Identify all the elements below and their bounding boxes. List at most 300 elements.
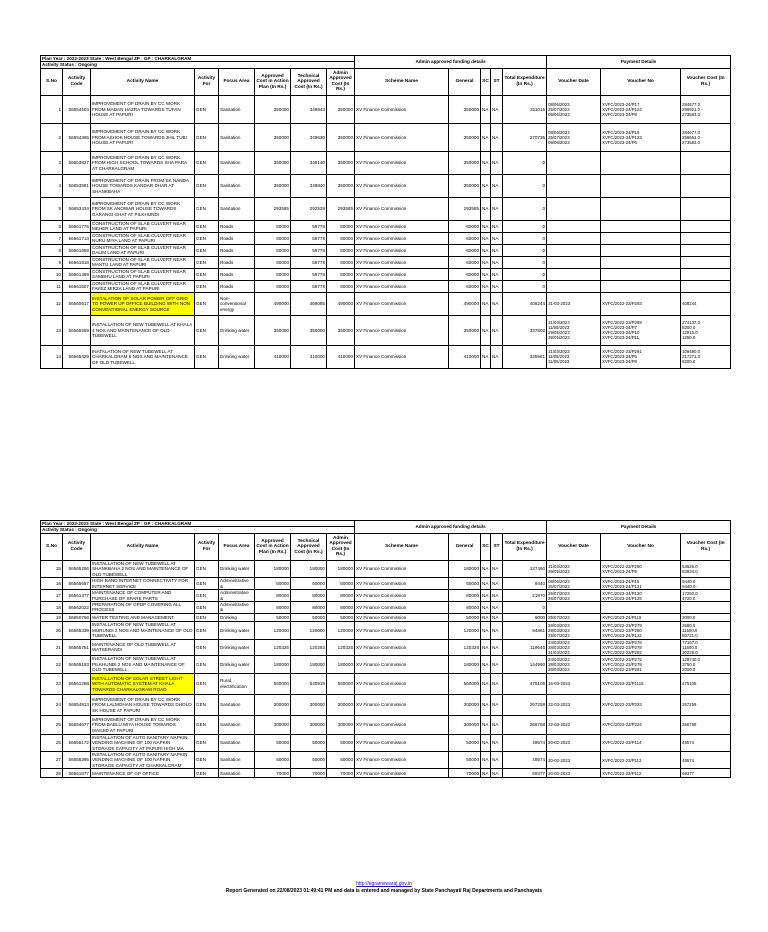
cell-focus: Drinking water [219,315,255,345]
cell-st: NA [491,174,503,197]
cell-total: 266758 [503,715,547,734]
table-row [41,151,731,174]
cell-sno: 11 [41,280,63,292]
cell-vno [601,151,681,174]
cell-admin: 293585 [327,197,355,220]
cell-vcost: 408244 [681,292,731,315]
cell-approved: 180000 [255,655,291,673]
cell-focus: Sanitation [219,95,255,123]
cell-scheme: XV Finance Commission [355,655,449,673]
cell-sno: 12 [41,292,63,315]
cell-general: 180000 [449,560,481,577]
cell-for: GEN [195,602,219,614]
admin-funding-group: Admin approved funding details [355,521,547,534]
cell-approved: 50000 [255,734,291,751]
cell-name: MAINTENANCE OF COMPUTER AND PURCHASE OF SPARE PARTS [91,590,195,602]
cell-total: 311015 [503,95,547,123]
cell-focus: Drinking [219,613,255,621]
cell-scheme: XV Finance Commission [355,280,449,292]
cell-approved: 490000 [255,292,291,315]
cell-sno: 17 [41,590,63,602]
cell-approved: 60000 [255,268,291,280]
cell-focus: Roads [219,244,255,256]
cell-sc: NA [481,315,491,345]
cell-technical: 70000 [291,769,327,778]
cell-name: PREPARATION OF GPDP COVERING ALL PROCESS [91,602,195,614]
cell-vcost: 53526.0 83934.0 [681,560,731,577]
cell-approved: 300000 [255,694,291,715]
cell-total: 408244 [503,292,547,315]
cell-approved: 560000 [255,673,291,694]
table-row [41,734,731,751]
cell-approved: 350000 [255,315,291,345]
cell-sno: 5 [41,197,63,220]
col-total: Total Expenditure (In Rs.) [503,533,547,560]
cell-technical: 80000 [291,590,327,602]
cell-sc: NA [481,752,491,769]
cell-technical: 59778 [291,220,327,232]
col-vcost: Voucher Cost (In Rs.) [681,533,731,560]
cell-approved: 80000 [255,590,291,602]
cell-for: GEN [195,220,219,232]
table-row [41,268,731,280]
table-row [41,694,731,715]
table-row [41,256,731,268]
cell-for: GEN [195,151,219,174]
cell-technical: 350000 [291,315,327,345]
cell-for: GEN [195,95,219,123]
cell-vno [601,232,681,244]
report-page-1 [40,55,730,369]
cell-total: 69377 [503,769,547,778]
cell-vcost: 3000.0 [681,613,731,621]
cell-general: 70000 [449,769,481,778]
cell-general: 120326 [449,639,481,655]
cell-total: 49574 [503,752,547,769]
cell-vno: XVFC/2022-23/P291 XVFC/2023-24/P6 XVFC/2023-24/P8 [601,345,681,368]
cell-name: IMPROVEMENT OF DRAIN BY CC WORK FROM HIGH SCHOOL TOWARDS SHA PARA AT CHARKALGRAM [91,151,195,174]
cell-vno: XVFC/2022-23/P113 [601,752,681,769]
cell-st: NA [491,590,503,602]
cell-scheme: XV Finance Commission [355,151,449,174]
col-approved: Approved Cost in Action Plan (In Rs.) [255,533,291,560]
cell-sno: 3 [41,151,63,174]
cell-total: 0 [503,232,547,244]
footer-note: Report Generated on 22/08/2023 01:49:41 PM and data is entered and managed by State Panchayati Raj Departments and Panchayats [225,888,543,894]
cell-sno: 16 [41,578,63,590]
cell-code: 56561775 [63,220,91,232]
cell-admin: 560000 [327,673,355,694]
cell-general: 350000 [449,123,481,151]
cell-name: INSTALLATION OF AUTO SANITARY NAPKIN VENDING MACHINE OF 100 NAPKIN STORAGE CAPACITY AT CHARKALGRAM [91,752,195,769]
col-code: Activity Code [63,533,91,560]
cell-scheme: XV Finance Commission [355,578,449,590]
cell-for: GEN [195,244,219,256]
cell-code: 56653434 [63,197,91,220]
cell-approved: 120000 [255,621,291,639]
cell-admin: 50000 [327,734,355,751]
cell-name: INSTALLATION OF NEW TUBEWELL AT MURUNDI 2 NOS AND MAINTENANCE OF OLD TUBEWELL [92,622,193,639]
cell-vno: XVFC/2023-24/P119 [601,613,681,621]
cell-name: INSTALLATION OF SOLAR STREET LIGHT WITH AUTOMATIC SYSTEM AT KHALA TOWARDS CHARKALGRAM ROAD [91,673,195,694]
cell-code: 56565559 [63,315,91,345]
table-row [41,280,731,292]
cell-vno: XVFC/2022-23/P223 [601,694,681,715]
cell-technical: 50000 [291,752,327,769]
cell-vdate: 22-03-2023 [547,694,601,715]
cell-total: 0 [503,197,547,220]
cell-technical: 410000 [291,345,327,368]
table-row [41,655,731,673]
cell-total: 137460 [503,560,547,577]
cell-vcost [681,602,731,614]
cell-admin: 350000 [327,123,355,151]
table-row [41,613,731,621]
cell-for: GEN [195,123,219,151]
cell-vno: XVFC/2023-24/P15 XVFC/2023-24/P121 [601,578,681,590]
cell-vdate [547,232,601,244]
cell-focus: Drinking water [219,560,255,577]
col-technical: Technical Approved Cost (In Rs.) [291,68,327,95]
cell-vcost: 274137.0 8200.0 12915.0 1250.0 [681,315,731,345]
cell-sno: 21 [41,639,63,655]
cell-technical: 180000 [291,655,327,673]
cell-vdate: 16-03-2023 [547,673,601,694]
cell-code: 56654365 [63,123,91,151]
cell-vcost [681,268,731,280]
cell-sc: NA [481,256,491,268]
cell-admin: 350000 [327,95,355,123]
plan-line: Plan Year : 2022-2023 State : West Bengal ZP : GP : CHARKALGRAM [41,56,355,62]
cell-for: GEN [195,715,219,734]
cell-scheme: XV Finance Commission [355,734,449,751]
report-page-2 [40,520,730,778]
cell-vno [601,197,681,220]
cell-technical: 300000 [291,694,327,715]
cell-vcost: 475105 [681,673,731,694]
cell-for: GEN [195,655,219,673]
cell-code: 56654813 [63,694,91,715]
cell-technical: 540919 [291,673,327,694]
cell-sno: 22 [41,655,63,673]
cell-sc: NA [481,621,491,639]
cell-vdate [547,174,601,197]
cell-sc: NA [481,578,491,590]
cell-vdate [547,151,601,174]
table-row [41,232,731,244]
cell-general: 60000 [449,280,481,292]
cell-focus: Sanitation [219,734,255,751]
cell-technical: 59778 [291,232,327,244]
cell-sc: NA [481,280,491,292]
cell-sc: NA [481,197,491,220]
cell-focus: Administrative & [219,602,255,614]
cell-approved: 50000 [255,752,291,769]
cell-focus: Roads [219,232,255,244]
cell-scheme: XV Finance Commission [355,174,449,197]
cell-vno [601,602,681,614]
col-sno: S.No [41,533,63,560]
table-row [41,197,731,220]
cell-scheme: XV Finance Commission [355,220,449,232]
cell-code: 56653827 [63,151,91,174]
cell-vcost: 128740.0 3750.0 2000.0 [681,655,731,673]
cell-technical: 292528 [291,197,327,220]
cell-vdate: 20-02-2023 [547,734,601,751]
cell-st: NA [491,560,503,577]
cell-total: 0 [503,280,547,292]
cell-vdate: 24/03/2023 28/03/2023 28/03/2023 [547,655,601,673]
cell-technical: 59778 [291,280,327,292]
col-vno: Voucher No [601,533,681,560]
cell-admin: 60000 [327,578,355,590]
cell-code: 56565183 [63,655,91,673]
cell-code: 56655395 [63,752,91,769]
cell-general: 80000 [449,590,481,602]
cell-admin: 350000 [327,315,355,345]
cell-vcost: 267259 [681,694,731,715]
cell-code: 56654503 [63,95,91,123]
cell-code: 56565339 [63,621,91,639]
col-sc: SC [481,533,491,560]
cell-scheme: XV Finance Commission [355,232,449,244]
cell-name: CONSTRUCTION OF SLAB CULVERT NEAR DALIM LAND AT PAPURI [91,244,195,256]
cell-focus: Roads [219,256,255,268]
cell-focus: Drinking water [219,621,255,639]
cell-st: NA [491,673,503,694]
cell-approved: 350000 [255,95,291,123]
cell-vcost: 69377 [681,769,731,778]
cell-admin: 80000 [327,590,355,602]
cell-vno: XVFC/2022-23/P224 [601,715,681,734]
cell-sno: 6 [41,220,63,232]
cell-general: 300000 [449,694,481,715]
cell-general: 410000 [449,345,481,368]
cell-code: 56561469 [63,268,91,280]
cell-st: NA [491,123,503,151]
cell-st: NA [491,621,503,639]
cell-sno: 2 [41,123,63,151]
cell-vcost [681,220,731,232]
cell-for: GEN [195,578,219,590]
col-approved: Approved Cost in Action Plan (In Rs.) [255,68,291,95]
cell-approved: 80000 [255,602,291,614]
cell-focus: Sanitation [219,715,255,734]
cell-vno [601,280,681,292]
table-row [41,590,731,602]
cell-technical: 80000 [291,602,327,614]
cell-admin: 60000 [327,256,355,268]
cell-sc: NA [481,613,491,621]
cell-approved: 60000 [255,220,291,232]
cell-sno: 14 [41,345,63,368]
col-total: Total Expenditure (In Rs.) [503,68,547,95]
cell-focus: Roads [219,268,255,280]
cell-focus: Rural electrification [219,673,255,694]
cell-approved: 350000 [255,151,291,174]
cell-vcost: 49574 [681,734,731,751]
cell-approved: 50000 [255,613,291,621]
cell-scheme: XV Finance Commission [355,197,449,220]
cell-total: 0 [503,151,547,174]
col-focus: Focus Area [219,533,255,560]
cell-technical: 59778 [291,268,327,280]
col-code: Activity Code [63,68,91,95]
table-row [41,769,731,778]
cell-vdate: 20-02-2023 [547,769,601,778]
cell-name: CONSTRUCTION OF SLAB CULVERT NEAR NURU MIYA LAND AT PAPURI [91,232,195,244]
cell-approved: 60000 [255,244,291,256]
cell-focus: Administrative & [219,578,255,590]
cell-code: 56565657 [63,578,91,590]
cell-sno: 26 [41,734,63,751]
table-row [41,602,731,614]
cell-sc: NA [481,655,491,673]
cell-sno: 28 [41,769,63,778]
cell-code: 56561618 [63,256,91,268]
cell-scheme: XV Finance Commission [355,694,449,715]
cell-st: NA [491,292,503,315]
cell-focus: Sanitation [219,197,255,220]
cell-approved: 350000 [255,174,291,197]
cell-admin: 70000 [327,769,355,778]
cell-st: NA [491,655,503,673]
cell-scheme: XV Finance Commission [355,95,449,123]
col-sc: SC [481,68,491,95]
cell-technical: 349943 [291,95,327,123]
cell-st: NA [491,256,503,268]
cell-code: 56561377 [63,590,91,602]
cell-vdate [547,602,601,614]
cell-general: 50000 [449,613,481,621]
cell-general: 293585 [449,197,481,220]
table-body-1 [41,95,731,368]
cell-sno: 9 [41,256,63,268]
cell-technical: 59778 [291,244,327,256]
col-name: Activity Name [91,533,195,560]
cell-sc: NA [481,95,491,123]
cell-scheme: XV Finance Commission [355,244,449,256]
cell-vno: XVFC/2022-23/P279 XVFC/2022-23/P280 XVFC/2023-24/P122 [601,621,681,639]
cell-for: GEN [195,769,219,778]
cell-total: 0 [503,244,547,256]
cell-sc: NA [481,151,491,174]
cell-total: 270735 [503,123,547,151]
cell-focus: Drinking water [219,345,255,368]
cell-admin: 490000 [327,292,355,315]
cell-technical: 50000 [291,613,327,621]
payment-details-group: Payment Details [547,521,731,534]
cell-for: GEN [195,292,219,315]
cell-st: NA [491,315,503,345]
cell-general: 350000 [449,174,481,197]
col-sno: S.No [41,68,63,95]
cell-technical: 349140 [291,151,327,174]
cell-name: INSTALLATION OF NEW TUBEWELL AT SHANKBAHA 2 NOS AND MAINTENANCE OF OLD TUBEWELL [91,560,195,577]
cell-sno: 18 [41,602,63,614]
cell-for: GEN [195,734,219,751]
cell-admin: 300000 [327,715,355,734]
cell-sc: NA [481,734,491,751]
cell-focus: Sanitation [219,174,255,197]
cell-vcost: 109490.0 217271.0 8200.0 [681,345,731,368]
cell-for: GEN [195,613,219,621]
cell-sc: NA [481,232,491,244]
cell-scheme: XV Finance Commission [355,590,449,602]
cell-total: 119645 [503,639,547,655]
cell-vdate: 28/03/2023 28/03/2023 25/07/2023 [547,621,601,639]
col-scheme: Scheme Name [355,533,449,560]
cell-name: WATER TESTING AND MANAGEMENT [91,613,195,621]
cell-vdate [547,280,601,292]
cell-vcost [681,197,731,220]
status-line: Activity Status : Ongoing [41,527,355,533]
cell-vdate: 31/03/2023 11/05/2023 29/05/2023 29/05/2023 [547,315,601,345]
cell-admin: 60000 [327,220,355,232]
cell-focus: Non-conventional energy [219,292,255,315]
cell-st: NA [491,769,503,778]
cell-vno: XVFC/2022-23/P275 XVFC/2022-23/P278 XVFC/2022-23/P281 [601,655,681,673]
cell-admin: 120326 [327,639,355,655]
col-for: Activity For [195,68,219,95]
cell-general: 50000 [449,752,481,769]
cell-sno: 4 [41,174,63,197]
cell-vno [601,268,681,280]
cell-vno [601,174,681,197]
cell-vno [601,244,681,256]
cell-name: CONSTRUCTION OF SLAB CULVERT NEAR MEHER LAND AT PAPURI [91,220,195,232]
cell-admin: 50000 [327,613,355,621]
cell-sno: 23 [41,673,63,694]
cell-sno: 7 [41,232,63,244]
cell-vdate [547,268,601,280]
col-general: General [449,68,481,95]
cell-st: NA [491,602,503,614]
cell-admin: 180000 [327,655,355,673]
cell-sno: 19 [41,613,63,621]
col-vdate: Voucher Date [547,533,601,560]
table-row [41,292,731,315]
cell-admin: 120000 [327,621,355,639]
cell-general: 80000 [449,602,481,614]
table-row [41,244,731,256]
cell-general: 350000 [449,151,481,174]
cell-scheme: XV Finance Commission [355,345,449,368]
col-vdate: Voucher Date [547,68,601,95]
cell-code: 56655172 [63,734,91,751]
cell-vno: XVFC/2023-24/P120 XVFC/2023-24/P125 [601,590,681,602]
cell-vno: XVFC/2022-23/P276 XVFC/2022-23/P278 XVFC/2022-23/P292 [601,639,681,655]
cell-vdate: 22-03-2023 [547,715,601,734]
cell-vcost: 284677.0 299921.0 - 273583.0 [681,95,731,123]
status-line: Activity Status : Ongoing [41,62,355,68]
table-row [41,715,731,734]
cell-total: 0 [503,256,547,268]
cell-vno: XVFC/2022-23/P114 [601,734,681,751]
cell-vcost [681,244,731,256]
cell-for: GEN [195,621,219,639]
col-vno: Voucher No [601,68,681,95]
cell-vno: XVFC/2023-24/P16 XVFC/2023-24/P123 XVFC/2023-24/P6 [601,123,681,151]
cell-sc: NA [481,268,491,280]
footer-link[interactable]: http://egramswaraj.gov.in [356,881,412,887]
cell-approved: 60000 [255,280,291,292]
cell-approved: 180000 [255,560,291,577]
cell-total: 337802 [503,315,547,345]
cell-vno [601,220,681,232]
cell-total: 0 [503,268,547,280]
cell-name: IMPROVEMENT OF DRAIN BY CC WORK FROM LALMOHAN HOUSE TOWARDS DHOLO SK HOUSE AT PAPURI [91,694,195,715]
